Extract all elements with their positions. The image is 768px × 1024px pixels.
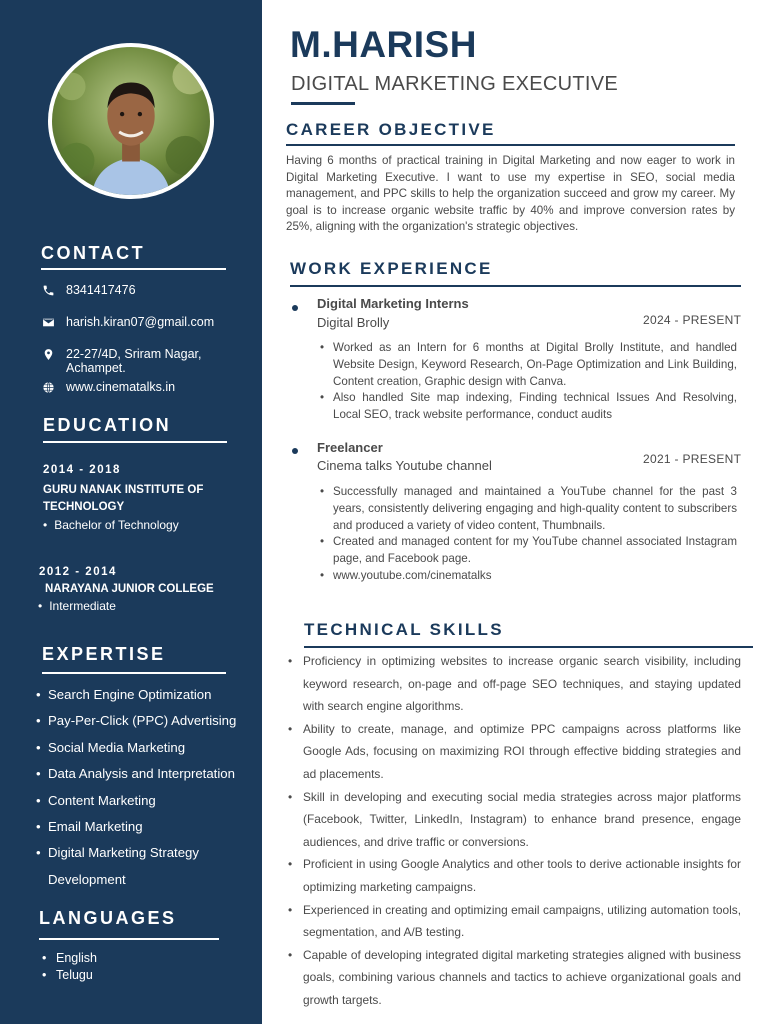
contact-divider	[41, 268, 226, 270]
education-heading: EDUCATION	[43, 415, 172, 435]
job-duties	[318, 340, 737, 424]
education-divider	[43, 441, 227, 443]
list-item: • Proficient in using Google Analytics and other tools to derive actionable insights for optimizing marketing campaigns.	[288, 853, 741, 898]
skills-heading: TECHNICAL SKILLS	[304, 620, 504, 639]
sidebar	[0, 0, 262, 1024]
list-item: • Skill in developing and executing social media strategies across major platforms (Facebook, Twitter, LinkedIn, Instagram) to enhance brand presence, engage audiences, and drive traffic or conversions.	[288, 786, 741, 854]
experience-divider	[290, 285, 741, 287]
job-bullet-dot	[292, 448, 298, 454]
expertise-list	[36, 682, 256, 893]
job-bullet-dot	[292, 305, 298, 311]
languages-heading: LANGUAGES	[39, 908, 177, 928]
job-date: 2024 - PRESENT	[643, 313, 742, 327]
objective-text: Having 6 months of practical training in Digital Marketing and now eager to work in Digital Marketing Executive. I want to use my expertise in SEO, social media management, and PPC skills to help the organization succeed and grow my career. My goal is to increase organic website traffic by 40% and improve conversion rates by 25%, aligning with the organization's strategic objectives.	[286, 154, 735, 234]
languages-divider	[39, 938, 219, 940]
list-item: • Worked as an Intern for 6 months at Digital Brolly Institute, and handled Website Design, Keyword Research, On-Page Optimization and Link Building, Content creation, Graphic design with Canva.	[318, 340, 737, 390]
education-years: 2014 - 2018	[43, 464, 121, 476]
list-item: • Content Marketing	[36, 788, 256, 814]
phone-number[interactable]: 8341417476	[66, 283, 136, 297]
list-item: • Experienced in creating and optimizing email campaigns, utilizing automation tools, segmentation, and A/B testing.	[288, 899, 741, 944]
phone-icon	[40, 283, 56, 297]
list-item: • Pay-Per-Click (PPC) Advertising	[36, 708, 256, 734]
location-pin-icon	[40, 347, 56, 361]
education-degree	[43, 518, 179, 532]
list-item: • Proficiency in optimizing websites to increase organic search visibility, including keyword research, on-page and off-page SEO techniques, and staying updated with search engine algorithms.	[288, 650, 741, 718]
education-school: GURU NANAK INSTITUTE OF TECHNOLOGY	[43, 484, 204, 513]
education-degree-label: Bachelor of Technology	[54, 518, 179, 532]
contact-phone	[40, 283, 136, 297]
objective-heading: CAREER OBJECTIVE	[286, 120, 496, 139]
title-underline	[291, 102, 355, 105]
list-item[interactable]: • www.youtube.com/cinematalks	[318, 568, 737, 585]
globe-icon	[40, 380, 56, 394]
email-address[interactable]: harish.kiran07@gmail.com	[66, 315, 215, 329]
candidate-name: M.HARISH	[290, 24, 477, 65]
education-degree	[38, 599, 116, 613]
contact-heading: CONTACT	[41, 243, 146, 263]
email-icon	[40, 315, 56, 329]
main-content	[262, 0, 768, 1024]
website-link[interactable]: www.cinematalks.in	[66, 380, 176, 394]
languages-list	[42, 950, 97, 984]
objective-divider	[286, 144, 735, 146]
list-item: • Ability to create, manage, and optimize PPC campaigns across platforms like Google Ads, focusing on maximizing ROI through effective bidding strategies and ad placements.	[288, 718, 741, 786]
job-duties	[318, 484, 737, 585]
skills-divider	[304, 646, 753, 648]
expertise-divider	[42, 672, 226, 674]
list-item: • Search Engine Optimization	[36, 682, 256, 708]
list-item: • Capable of developing integrated digital marketing strategies aligned with business goals, combining various channels and tactics to achieve organizational goals and growth targets.	[288, 944, 741, 1012]
address-text: 22-27/4D, Sriram Nagar, Achampet.	[66, 347, 202, 375]
contact-address	[40, 347, 230, 375]
job-title: Digital Marketing Interns	[317, 296, 469, 311]
candidate-title: DIGITAL MARKETING EXECUTIVE	[291, 73, 619, 95]
list-item: • Digital Marketing Strategy Development	[36, 840, 256, 893]
job-company: Cinema talks Youtube channel	[317, 458, 492, 473]
list-item: • English	[42, 950, 97, 967]
education-years: 2012 - 2014	[39, 566, 117, 578]
job-date: 2021 - PRESENT	[643, 452, 742, 466]
list-item: • Social Media Marketing	[36, 735, 256, 761]
list-item: • Created and managed content for my YouTube channel associated Instagram page, and Facebook page.	[318, 534, 737, 568]
list-item: • Also handled Site map indexing, Finding technical Issues And Resolving, Local SEO, track website performance, conduct audits	[318, 390, 737, 424]
experience-heading: WORK EXPERIENCE	[290, 259, 493, 278]
list-item: • Email Marketing	[36, 814, 256, 840]
profile-photo	[48, 43, 214, 199]
list-item: • Data Analysis and Interpretation	[36, 761, 256, 787]
education-school: NARAYANA JUNIOR COLLEGE	[45, 583, 214, 595]
job-title: Freelancer	[317, 440, 383, 455]
contact-email	[40, 315, 214, 329]
education-degree-label: Intermediate	[49, 599, 116, 613]
skills-list	[288, 650, 741, 1012]
expertise-heading: EXPERTISE	[42, 644, 166, 664]
list-item: • Successfully managed and maintained a YouTube channel for the past 3 years, consistently delivering engaging and high-quality content to subscribers and produced a variety of video content, Thumbnails.	[318, 484, 737, 534]
contact-website	[40, 380, 175, 394]
job-company: Digital Brolly	[317, 315, 390, 330]
list-item: • Telugu	[42, 967, 97, 984]
